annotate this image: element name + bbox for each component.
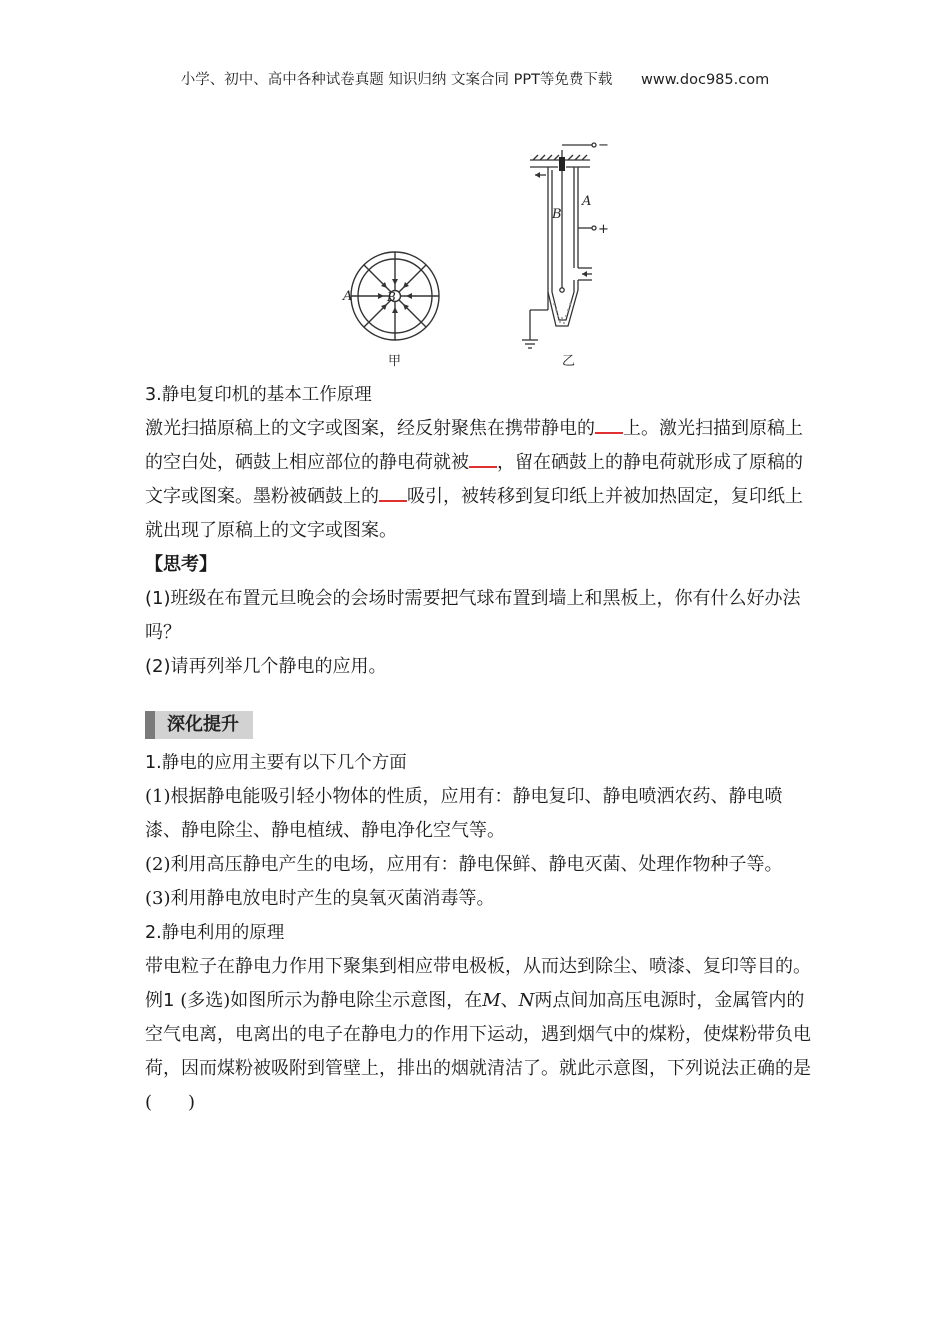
fill-blank-2[interactable] <box>469 448 497 468</box>
figure-yi <box>522 143 596 348</box>
s3-text-c: ，留在硒鼓上的静电荷就形成了原稿的文字或图案。墨粉被硒鼓上的 <box>145 452 803 507</box>
section-title: 深化提升 <box>155 711 253 739</box>
section-banner <box>145 710 815 740</box>
jia-label-a: A <box>343 289 353 304</box>
s3-heading: 3.静电复印机的基本工作原理 <box>145 385 372 405</box>
think-q2: (2)请再列举几个静电的应用。 <box>145 656 387 677</box>
yi-plus: + <box>598 222 609 237</box>
s3-paragraph <box>145 412 815 548</box>
point-m: M <box>482 990 501 1011</box>
jia-label-b: B <box>387 290 396 304</box>
example-tag: (多选) <box>180 990 231 1011</box>
deep-heading-2: 2.静电利用的原理 <box>145 923 285 943</box>
point-n: N <box>518 990 535 1011</box>
s3-text-d: 吸引，被转移到复印纸上并被加热固定，复印纸上就出现了原稿上的文字或图案。 <box>145 486 803 541</box>
deep-item-1: (1)根据静电能吸引轻小物体的性质，应用有：静电复印、静电喷洒农药、静电喷漆、静电除尘、静电植绒、静电净化空气等。 <box>145 786 783 841</box>
deep-item-2: (2)利用高压静电产生的电场，应用有：静电保鲜、静电灭菌、处理作物种子等。 <box>145 854 783 875</box>
think-q1: (1)班级在布置元旦晚会的会场时需要把气球布置到墙上和黑板上，你有什么好办法吗？ <box>145 588 801 643</box>
example-sep: 、 <box>500 990 519 1011</box>
yi-caption: 乙 <box>562 354 576 369</box>
jia-caption: 甲 <box>388 354 402 369</box>
deep-paragraph-2: 带电粒子在静电力作用下聚集到相应带电极板，从而达到除尘、喷漆、复印等目的。 <box>145 956 811 977</box>
fill-blank-1[interactable] <box>595 414 623 434</box>
fill-blank-3[interactable] <box>379 482 407 502</box>
think-title: 【思考】 <box>145 554 217 575</box>
yi-minus: − <box>598 140 609 153</box>
example-label: 例1 <box>145 990 175 1011</box>
electrostatic-figure <box>330 140 630 372</box>
yi-label-a: A <box>582 194 592 209</box>
deep-heading-1: 1.静电的应用主要有以下几个方面 <box>145 753 407 773</box>
example-1 <box>145 984 815 1120</box>
section-bar <box>145 711 155 739</box>
example-text-b: 两点间加高压电源时，金属管内的空气电离，电离出的电子在静电力的作用下运动，遇到烟气中的煤粉，使煤粉带负电荷，因而煤粉被吸附到管壁上，排出的烟就清洁了。就此示意图，下列说法正确的是( ) <box>145 990 811 1113</box>
header-url[interactable]: www.doc985.com <box>641 72 770 88</box>
page-content <box>145 378 815 1120</box>
s3-text-b: 上。激光扫描到原稿上的空白处，硒鼓上相应部位的静电荷就被 <box>145 418 803 473</box>
s3-text-a: 激光扫描原稿上的文字或图案，经反射聚焦在携带静电的 <box>145 418 595 439</box>
header-text: 小学、初中、高中各种试卷真题 知识归纳 文案合同 PPT等免费下载 <box>180 72 613 88</box>
page-header <box>0 68 950 89</box>
deep-item-3: (3)利用静电放电时产生的臭氧灭菌消毒等。 <box>145 888 495 909</box>
example-text-a: 如图所示为静电除尘示意图，在 <box>230 990 483 1011</box>
yi-label-b: B <box>552 207 562 222</box>
